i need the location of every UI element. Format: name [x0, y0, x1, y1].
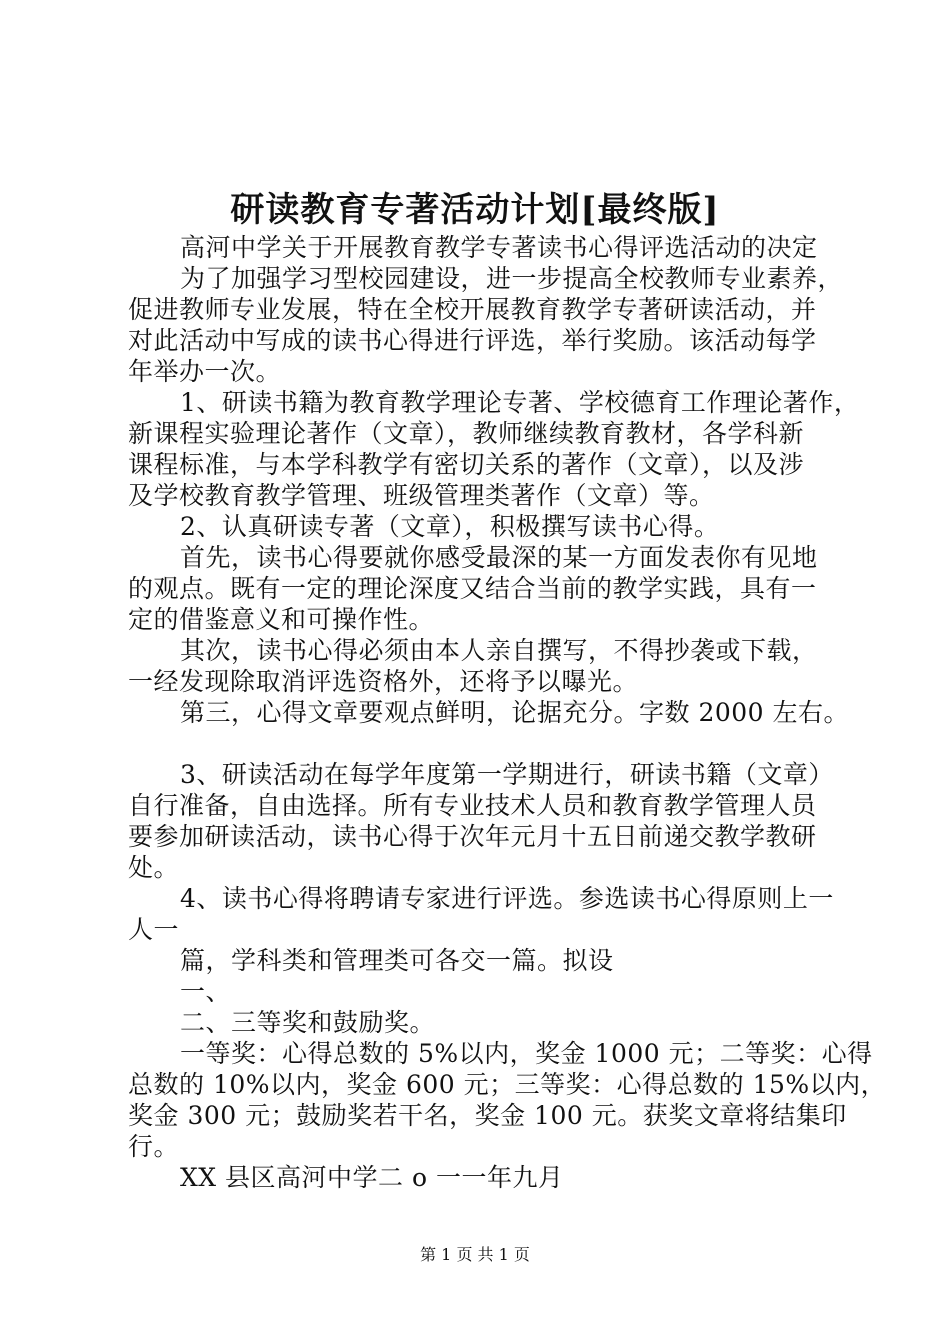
- body-line: 第三，心得文章要观点鲜明，论据充分。字数 2000 左右。: [180, 698, 850, 727]
- body-line: 课程标准，与本学科教学有密切关系的著作（文章），以及涉: [128, 450, 805, 479]
- body-line: 2、认真研读专著（文章），积极撰写读书心得。: [180, 512, 720, 541]
- body-line: 促进教师专业发展，特在全校开展教育教学专著研读活动，并: [128, 295, 817, 324]
- body-line: 为了加强学习型校园建设，进一步提高全校教师专业素养，: [180, 264, 844, 293]
- body-line: 其次，读书心得必须由本人亲自撰写，不得抄袭或下载，: [180, 636, 818, 665]
- body-line: 对此活动中写成的读书心得进行评选，举行奖励。该活动每学: [128, 326, 817, 355]
- body-line: 3、研读活动在每学年度第一学期进行，研读书籍（文章）: [180, 760, 834, 789]
- body-line: 4、读书心得将聘请专家进行评选。参选读书心得原则上一: [180, 884, 834, 913]
- body-line: 要参加研读活动，读书心得于次年元月十五日前递交教学教研: [128, 822, 817, 851]
- body-line: 处。: [128, 853, 180, 882]
- body-line: 奖金 300 元；鼓励奖若干名，奖金 100 元。获奖文章将结集印: [128, 1101, 847, 1130]
- body-line: 的观点。既有一定的理论深度又结合当前的教学实践，具有一: [128, 574, 817, 603]
- body-line: 总数的 10%以内，奖金 600 元；三等奖：心得总数的 15%以内，: [128, 1070, 887, 1099]
- body-line: 首先，读书心得要就你感受最深的某一方面发表你有见地: [180, 543, 818, 572]
- body-line: 一经发现除取消评选资格外，还将予以曝光。: [128, 667, 639, 696]
- body-line: 行。: [128, 1132, 180, 1161]
- blank-line: [128, 728, 840, 759]
- body-line: 新课程实验理论著作（文章），教师继续教育教材，各学科新: [128, 419, 805, 448]
- body-line: 高河中学关于开展教育教学专著读书心得评选活动的决定: [180, 233, 818, 262]
- body-line: XX 县区高河中学二 o 一一年九月: [180, 1163, 564, 1192]
- body-line: 自行准备，自由选择。所有专业技术人员和教育教学管理人员: [128, 791, 817, 820]
- document-title: 研读教育专著活动计划[最终版]: [230, 190, 720, 230]
- body-line: 篇，学科类和管理类可各交一篇。拟设: [180, 946, 614, 975]
- body-line: 1、研读书籍为教育教学理论专著、学校德育工作理论著作，: [180, 388, 860, 417]
- document-body: [128, 232, 887, 1193]
- body-line: 一、: [180, 977, 232, 1006]
- body-line: 定的借鉴意义和可操作性。: [128, 605, 435, 634]
- page-footer: 第 1 页 共 1 页: [420, 1245, 530, 1264]
- body-line: 一等奖：心得总数的 5%以内，奖金 1000 元；二等奖：心得: [180, 1039, 873, 1068]
- body-line: 年举办一次。: [128, 357, 282, 386]
- body-line: 及学校教育教学管理、班级管理类著作（文章）等。: [128, 481, 715, 510]
- body-line: 二、三等奖和鼓励奖。: [180, 1008, 436, 1037]
- body-line: 人一: [128, 915, 180, 944]
